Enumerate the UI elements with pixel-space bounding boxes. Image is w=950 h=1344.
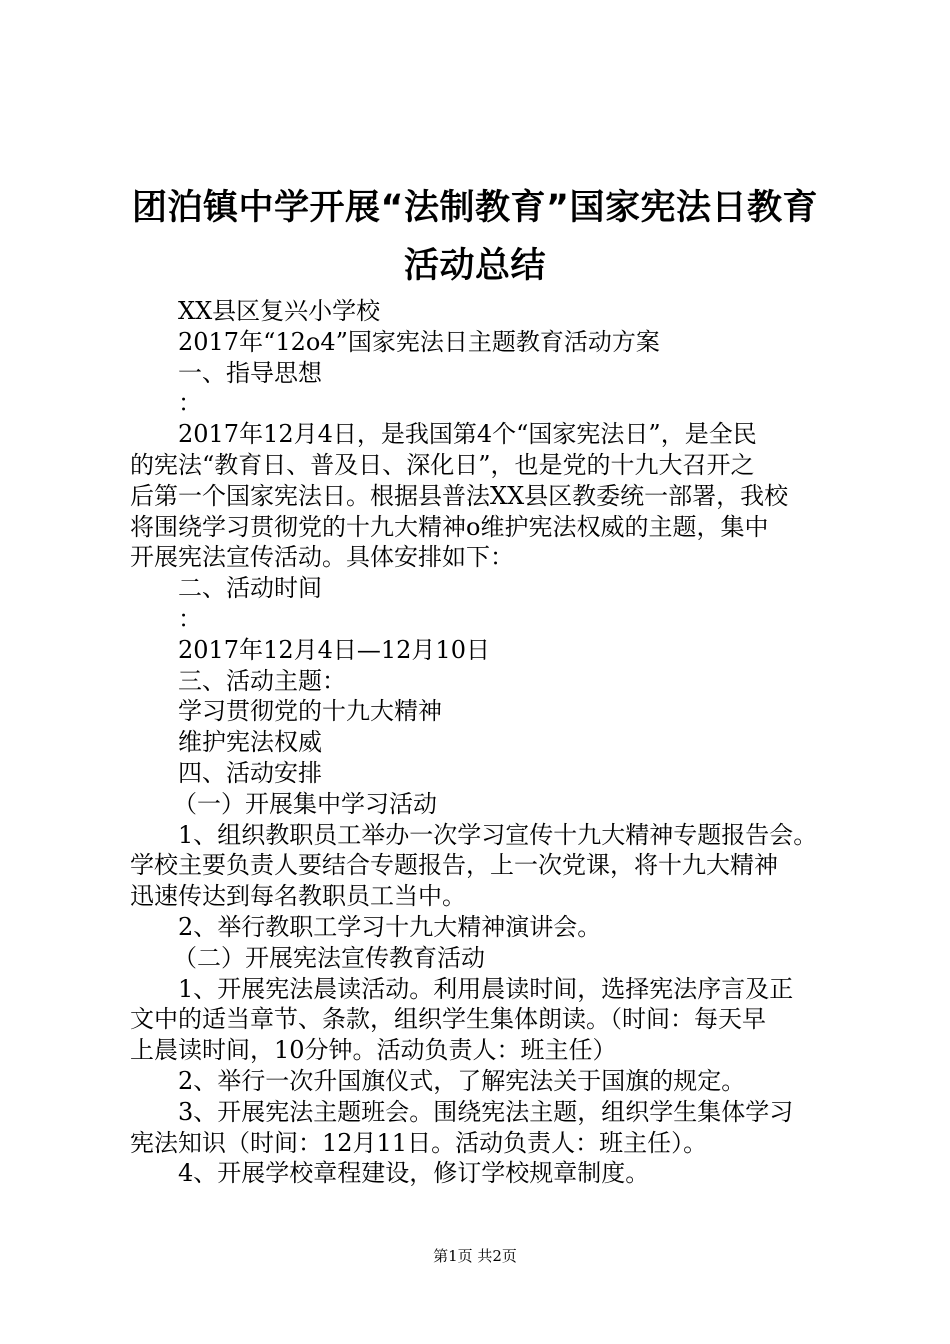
body-line: 2、举行教职工学习十九大精神演讲会。	[178, 912, 602, 941]
body-line: 三、活动主题：	[178, 666, 346, 695]
body-line: 的宪法“教育日、普及日、深化日”，也是党的十九大召开之	[130, 450, 755, 479]
document-title-line-2: 活动总结	[403, 246, 546, 286]
body-line: 后第一个国家宪法日。根据县普法XX县区教委统一部署，我校	[130, 481, 789, 510]
body-line: 维护宪法权威	[178, 728, 322, 757]
body-line: （一）开展集中学习活动	[173, 789, 437, 818]
body-line: 宪法知识（时间：12月11日。活动负责人：班主任）。	[130, 1128, 708, 1157]
body-line: 3、开展宪法主题班会。围绕宪法主题，组织学生集体学习	[178, 1097, 794, 1126]
body-line: 4、开展学校章程建设，修订学校规章制度。	[178, 1159, 650, 1188]
body-line: 一、指导思想	[178, 358, 322, 387]
body-line: 2017年“12o4”国家宪法日主题教育活动方案	[178, 327, 660, 356]
body-line: 1、开展宪法晨读活动。利用晨读时间，选择宪法序言及正	[178, 974, 794, 1003]
body-line: （二）开展宪法宣传教育活动	[173, 943, 485, 972]
body-line: 2017年12月4日，是我国第4个“国家宪法日”，是全民	[178, 420, 757, 449]
body-line: 开展宪法宣传活动。具体安排如下：	[130, 543, 514, 572]
document-body	[130, 296, 830, 1189]
page-footer: 第1页 共2页	[433, 1247, 517, 1265]
body-line: XX县区复兴小学校	[178, 297, 381, 325]
body-line: 二、活动时间	[178, 574, 322, 603]
body-line: 学校主要负责人要结合专题报告，上一次党课，将十九大精神	[130, 851, 778, 880]
body-line: 将围绕学习贯彻党的十九大精神o维护宪法权威的主题，集中	[130, 512, 769, 541]
body-line: 四、活动安排	[178, 758, 322, 787]
document-title-line-1: 团泊镇中学开展“法制教育”国家宪法日教育	[131, 188, 818, 228]
body-line: ：	[178, 604, 202, 633]
body-line: 学习贯彻党的十九大精神	[178, 697, 442, 726]
body-line: 迅速传达到每名教职员工当中。	[130, 882, 466, 911]
body-line: 上晨读时间，10分钟。活动负责人：班主任）	[130, 1036, 617, 1065]
body-line: 2017年12月4日—12月10日	[178, 635, 490, 664]
body-line: 1、组织教职员工举办一次学习宣传十九大精神专题报告会。	[178, 820, 818, 849]
body-line: ：	[178, 389, 202, 418]
body-line: 2、举行一次升国旗仪式，了解宪法关于国旗的规定。	[178, 1066, 746, 1095]
body-line: 文中的适当章节、条款，组织学生集体朗读。（时间：每天早	[130, 1005, 766, 1034]
